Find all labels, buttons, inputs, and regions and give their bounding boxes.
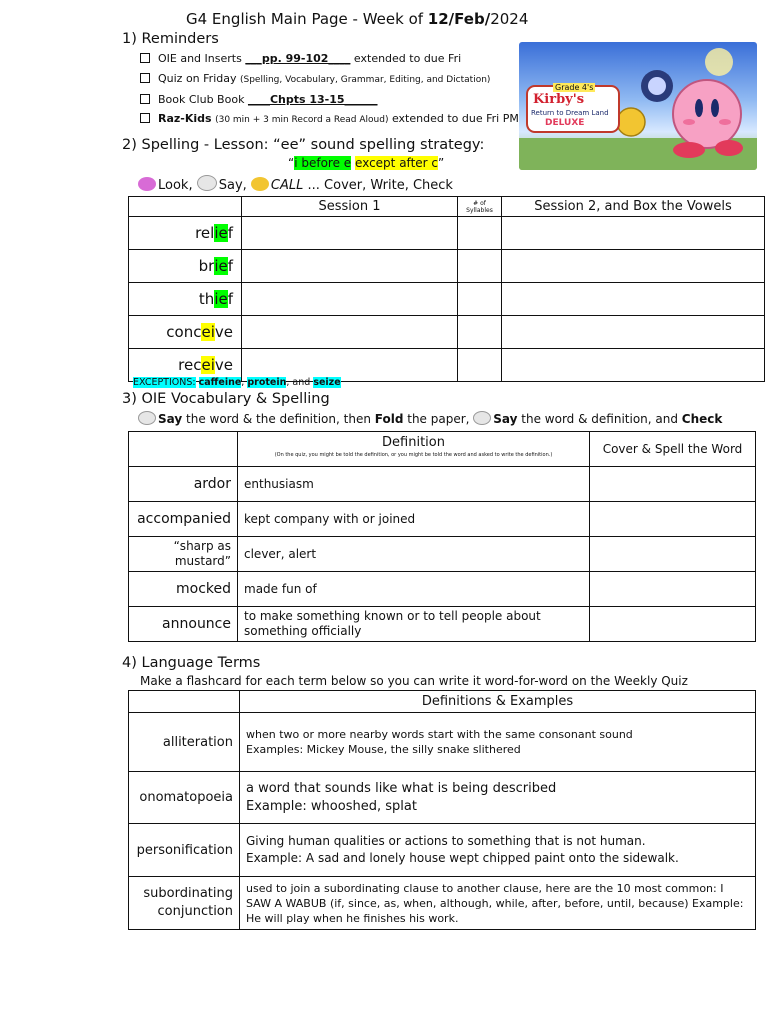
cover-spell-cell[interactable] — [590, 537, 756, 572]
table-row — [129, 572, 756, 607]
kirby-game-cover-image — [519, 42, 757, 170]
syllables-cell[interactable] — [458, 349, 502, 382]
spelling-word: conceive — [129, 316, 242, 349]
reminder-item: Quiz on Friday (Spelling, Vocabulary, Grammar, Editing, and Dictation) — [140, 72, 490, 85]
spelling-rule: “i before e except after c” — [288, 156, 445, 170]
spelling-method: Look, Say, CALL ... Cover, Write, Check — [138, 175, 453, 193]
vocab-heading: 3) OIE Vocabulary & Spelling — [122, 391, 330, 407]
spelling-table — [128, 196, 765, 382]
session2-cell[interactable] — [502, 217, 765, 250]
terms-table — [128, 690, 756, 930]
megaphone-icon — [251, 177, 269, 191]
blank-header — [129, 432, 238, 467]
term-definition: when two or more nearby words start with the same consonant sound Examples: Mickey Mouse, the silly snake slithered — [240, 713, 756, 772]
session1-cell[interactable] — [242, 316, 458, 349]
cover-spell-cell[interactable] — [590, 572, 756, 607]
syllables-cell[interactable] — [458, 283, 502, 316]
table-row — [129, 713, 756, 772]
table-row — [129, 467, 756, 502]
table-row — [129, 772, 756, 824]
checkbox-icon — [140, 53, 150, 63]
checkbox-icon — [140, 113, 150, 123]
vocab-definition: to make something known or to tell people about something officially — [238, 607, 590, 642]
session1-cell[interactable] — [242, 283, 458, 316]
checkbox-icon — [140, 73, 150, 83]
term-definition: a word that sounds like what is being described Example: whooshed, splat — [240, 772, 756, 824]
kirby-logo-subtitle: Return to Dream Land — [531, 109, 609, 117]
reminder-item: Raz-Kids (30 min + 3 min Record a Read Aloud) extended to due Fri PM — [140, 112, 519, 125]
terms-instruction: Make a flashcard for each term below so you can write it word-for-word on the Weekly Quiz — [140, 674, 688, 688]
page-title: G4 English Main Page - Week of 12/Feb/2024 — [186, 10, 529, 28]
table-row — [129, 824, 756, 877]
term-word: onomatopoeia — [129, 772, 240, 824]
table-row — [129, 877, 756, 930]
vocab-word: announce — [129, 607, 238, 642]
vocab-definition: kept company with or joined — [238, 502, 590, 537]
speech-bubble-icon — [197, 175, 217, 191]
eyes-icon — [138, 177, 156, 191]
definitions-examples-header: Definitions & Examples — [240, 691, 756, 713]
table-row — [129, 537, 756, 572]
term-word: personification — [129, 824, 240, 877]
cover-spell-cell[interactable] — [590, 607, 756, 642]
spelling-word: receive — [129, 349, 242, 382]
reminders-heading: 1) Reminders — [122, 31, 219, 47]
grade-badge: Grade 4's — [555, 83, 594, 92]
term-definition: used to join a subordinating clause to another clause, here are the 10 most common: I SAW A WABUB (if, since, as, when, although, while, after, before, until, because) Example: He will play when he finishes his work. — [240, 877, 756, 930]
terms-heading: 4) Language Terms — [122, 655, 261, 671]
session2-cell[interactable] — [502, 316, 765, 349]
exceptions-line: EXCEPTIONS: caffeine, protein, and seize — [133, 377, 341, 388]
syllables-cell[interactable] — [458, 217, 502, 250]
vocab-definition: clever, alert — [238, 537, 590, 572]
vocab-table — [128, 431, 756, 642]
reminder-item: Book Club Book ____Chpts 13-15______ — [140, 93, 378, 106]
spelling-heading: 2) Spelling - Lesson: “ee” sound spelling strategy: — [122, 137, 485, 153]
vocab-word: accompanied — [129, 502, 238, 537]
spelling-word: thief — [129, 283, 242, 316]
term-word: alliteration — [129, 713, 240, 772]
vocab-word: ardor — [129, 467, 238, 502]
cover-spell-header: Cover & Spell the Word — [590, 432, 756, 467]
vocab-definition: made fun of — [238, 572, 590, 607]
session2-header: Session 2, and Box the Vowels — [502, 197, 765, 217]
vocab-word: mocked — [129, 572, 238, 607]
session2-cell[interactable] — [502, 250, 765, 283]
syllables-cell[interactable] — [458, 250, 502, 283]
vocab-definition: enthusiasm — [238, 467, 590, 502]
term-word: subordinating conjunction — [129, 877, 240, 930]
syllables-header: # of Syllables — [458, 197, 502, 217]
table-row — [129, 607, 756, 642]
session1-header: Session 1 — [242, 197, 458, 217]
session2-cell[interactable] — [502, 349, 765, 382]
speech-bubble-icon — [138, 411, 156, 425]
table-row — [129, 502, 756, 537]
session1-cell[interactable] — [242, 250, 458, 283]
kirby-logo-deluxe: DELUXE — [545, 118, 585, 128]
checkbox-icon — [140, 94, 150, 104]
session2-cell[interactable] — [502, 283, 765, 316]
session1-cell[interactable] — [242, 217, 458, 250]
cover-spell-cell[interactable] — [590, 467, 756, 502]
table-row — [129, 283, 765, 316]
speech-bubble-icon — [473, 411, 491, 425]
term-definition: Giving human qualities or actions to something that is not human. Example: A sad and lonely house wept chipped paint onto the sidewalk. — [240, 824, 756, 877]
cover-spell-cell[interactable] — [590, 502, 756, 537]
table-row — [129, 250, 765, 283]
syllables-cell[interactable] — [458, 316, 502, 349]
blank-header — [129, 197, 242, 217]
blank-header — [129, 691, 240, 713]
vocab-word: “sharp as mustard” — [129, 537, 238, 572]
reminder-item: OIE and Inserts ___pp. 99-102____ extended to due Fri — [140, 52, 461, 65]
spelling-word: brief — [129, 250, 242, 283]
table-row — [129, 316, 765, 349]
spelling-word: relief — [129, 217, 242, 250]
definition-header: Definition (On the quiz, you might be told the definition, or you might be told the word and asked to write the definition.) — [238, 432, 590, 467]
table-row — [129, 217, 765, 250]
kirby-logo-text: Kirby's — [533, 92, 585, 107]
vocab-instruction: Say the word & the definition, then Fold the paper, Say the word & definition, and Check — [138, 411, 722, 426]
